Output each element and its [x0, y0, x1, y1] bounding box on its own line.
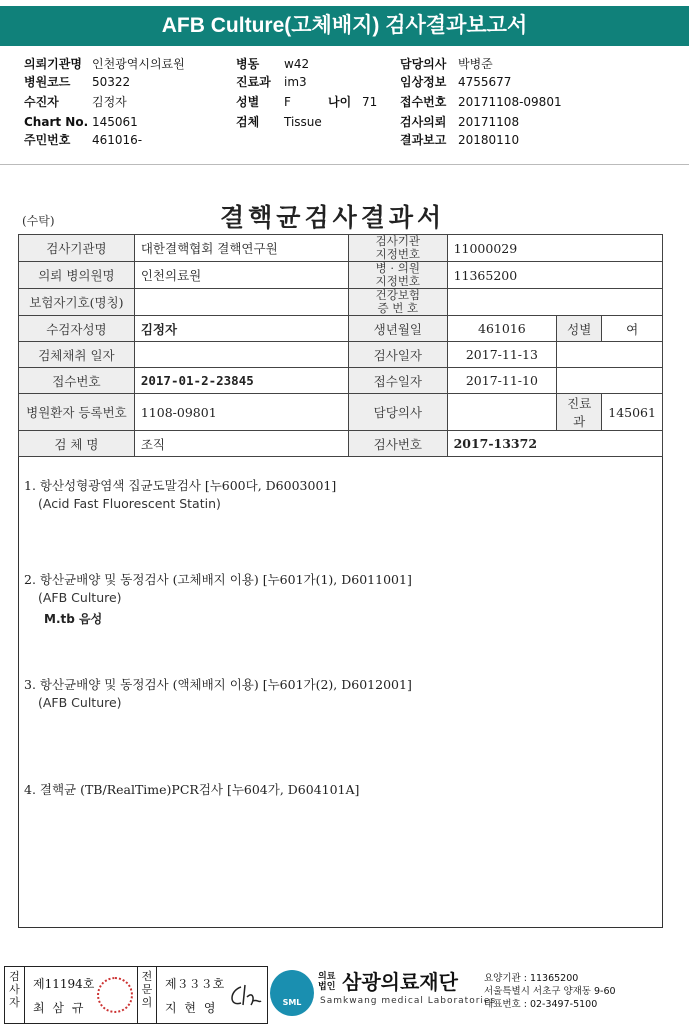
- header-label: 임상정보: [400, 75, 447, 89]
- report-title: AFB Culture(고체배지) 검사결과보고서: [0, 6, 689, 46]
- field-value: 조직: [134, 431, 348, 457]
- field-value: [447, 289, 662, 316]
- field-value: [557, 368, 663, 394]
- header-value: 20171108-09801: [458, 95, 562, 109]
- header-label: 검사의뢰: [400, 115, 447, 129]
- field-label: 병 · 의원 지정번호: [349, 262, 447, 289]
- field-label: 검 체 명: [19, 431, 135, 457]
- field-value: 대한결핵협회 결핵연구원: [134, 235, 348, 262]
- signature-box: [4, 966, 268, 1024]
- seal-stamp: [97, 977, 133, 1013]
- test-section-title: 1. 항산성형광염색 집균도말검사 [누600다, D6003001]: [24, 478, 337, 493]
- divider: [0, 164, 689, 165]
- header-value: 김정자: [92, 95, 127, 109]
- header-label: 성별: [236, 95, 260, 109]
- field-label: 성별: [557, 316, 602, 342]
- field-value: [447, 394, 557, 431]
- org-english-name: Samkwang medical Laboratories: [320, 996, 497, 1006]
- age-value: 71: [362, 95, 378, 109]
- header-value: w42: [284, 57, 310, 71]
- test-section-subtitle: (Acid Fast Fluorescent Statin): [38, 496, 221, 511]
- consignment-tag: (수탁): [22, 214, 55, 228]
- test-section-subtitle: (AFB Culture): [38, 695, 122, 710]
- header-label: Chart No.: [24, 115, 89, 129]
- org-type: 의료 법인: [318, 972, 336, 992]
- field-value: 여: [602, 316, 663, 342]
- field-value: 인천의료원: [134, 262, 348, 289]
- table-row: [19, 235, 663, 262]
- field-value: [557, 342, 663, 368]
- sml-logo-icon: SML: [270, 970, 314, 1016]
- header-label: 병원코드: [24, 75, 71, 89]
- field-value: 김정자: [134, 316, 348, 342]
- info-table: [18, 234, 663, 457]
- specialist-number: 제３３３호: [165, 977, 225, 991]
- header-label: 접수번호: [400, 95, 447, 109]
- field-value: 145061: [602, 394, 663, 431]
- document-title: 결핵균검사결과서: [220, 203, 446, 232]
- field-value: 11365200: [447, 262, 662, 289]
- header-value: 461016-: [92, 133, 143, 147]
- test-section-subtitle: (AFB Culture): [38, 590, 122, 605]
- header-value: 4755677: [458, 75, 512, 89]
- header-value: im3: [284, 75, 307, 89]
- header-value: Tissue: [284, 115, 322, 129]
- table-row: [19, 431, 663, 457]
- org-name: 삼광의료재단: [342, 970, 458, 994]
- field-label: 의뢰 병의원명: [19, 262, 135, 289]
- table-row: [19, 394, 663, 431]
- header-value: 20171108: [458, 115, 520, 129]
- test-result: M.tb 음성: [44, 612, 103, 626]
- field-value: 1108-09801: [134, 394, 348, 431]
- field-value: 2017-11-13: [447, 342, 557, 368]
- test-section-title: 2. 항산균배양 및 동정검사 (고체배지 이용) [누601가(1), D6011001]: [24, 572, 412, 587]
- table-row: [19, 342, 663, 368]
- table-row: [19, 368, 663, 394]
- header-value: 박병준: [458, 57, 493, 71]
- examiner-number: 제11194호: [33, 977, 95, 991]
- header-label: 진료과: [236, 75, 271, 89]
- header-label: 주민번호: [24, 133, 71, 147]
- field-label: 검사기관 지정번호: [349, 235, 447, 262]
- field-value: 2017-13372: [447, 431, 662, 457]
- field-label: 병원환자 등록번호: [19, 394, 135, 431]
- field-label: 생년월일: [349, 316, 447, 342]
- examiner-name: 최 삼 규: [33, 1001, 86, 1015]
- header-label: 의뢰기관명: [24, 57, 82, 71]
- examiner-label: 검사자: [5, 967, 25, 1023]
- table-row: [19, 289, 663, 316]
- field-label: 접수일자: [349, 368, 447, 394]
- field-label: 접수번호: [19, 368, 135, 394]
- age-label: 나이: [328, 95, 352, 109]
- specialist-label: 전문의: [137, 967, 157, 1023]
- table-row: [19, 316, 663, 342]
- header-value: 20180110: [458, 133, 520, 147]
- field-label: 보험자기호(명칭): [19, 289, 135, 316]
- table-row: [19, 262, 663, 289]
- test-section-title: 3. 항산균배양 및 동정검사 (액체배지 이용) [누601가(2), D6012001]: [24, 677, 412, 692]
- header-label: 검체: [236, 115, 260, 129]
- header-value: 145061: [92, 115, 138, 129]
- field-value: 2017-11-10: [447, 368, 557, 394]
- field-value: [134, 342, 348, 368]
- header-value: 인천광역시의료원: [92, 57, 185, 71]
- field-value: [134, 289, 348, 316]
- field-label: 검체채취 일자: [19, 342, 135, 368]
- field-label: 건강보험 증 번 호: [349, 289, 447, 316]
- header-label: 수진자: [24, 95, 59, 109]
- specialist-name: 지 현 영: [165, 1001, 218, 1015]
- field-label: 진료과: [557, 394, 602, 431]
- header-label: 담당의사: [400, 57, 447, 71]
- test-section-title: 4. 결핵균 (TB/RealTime)PCR검사 [누604가, D604101A]: [24, 782, 360, 797]
- org-contact: 요양기관 : 11365200 서울특별시 서초구 양재동 9-60 대표번호 : 02-3497-5100: [484, 973, 616, 1010]
- header-label: 결과보고: [400, 133, 447, 147]
- field-label: 검사기관명: [19, 235, 135, 262]
- header-value: F: [284, 95, 291, 109]
- field-label: 검사일자: [349, 342, 447, 368]
- field-label: 수검자성명: [19, 316, 135, 342]
- header-label: 병동: [236, 57, 260, 71]
- field-value: 11000029: [447, 235, 662, 262]
- header-value: 50322: [92, 75, 131, 89]
- field-label: 검사번호: [349, 431, 447, 457]
- signature: [227, 981, 263, 1011]
- field-label: 담당의사: [349, 394, 447, 431]
- field-value: 2017-01-2-23845: [134, 368, 348, 394]
- field-value: 461016: [447, 316, 557, 342]
